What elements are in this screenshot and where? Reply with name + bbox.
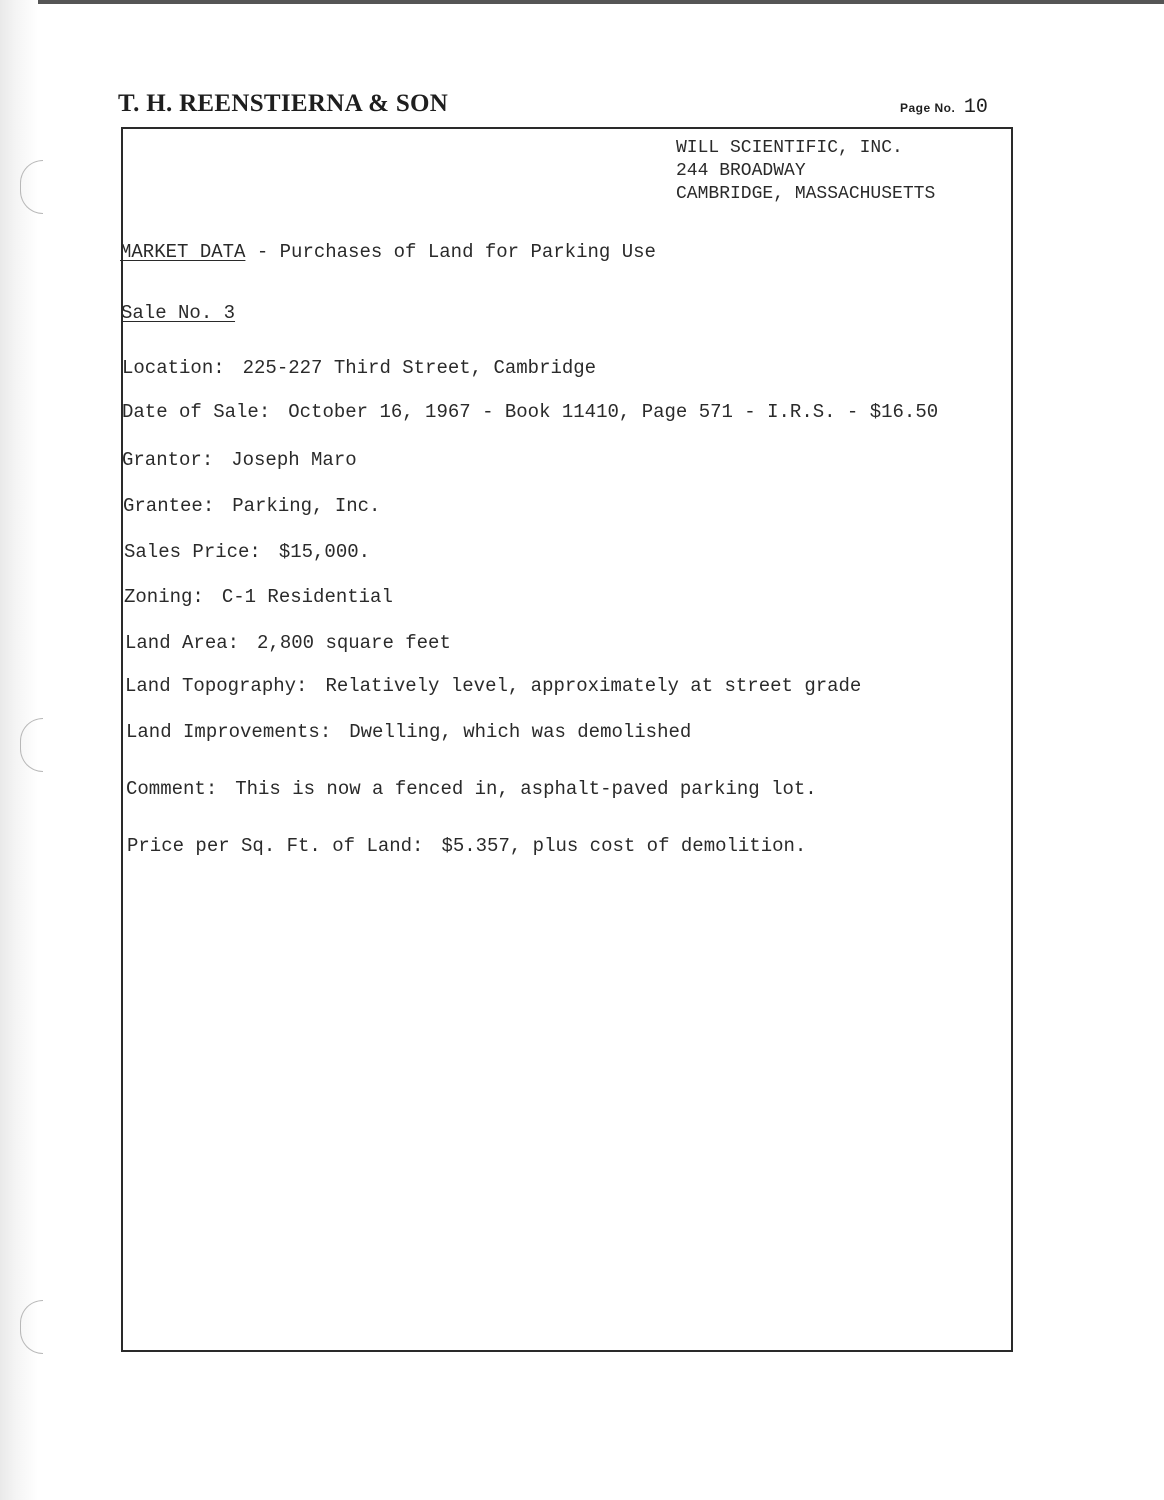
field-value: Dwelling, which was demolished — [349, 721, 692, 743]
field-value: $15,000. — [278, 541, 371, 563]
page-number: 10 — [963, 96, 988, 119]
field-value: $5.357, plus cost of demolition. — [441, 835, 807, 857]
field-label: Comment: — [126, 778, 218, 800]
field-value: C-1 Residential — [221, 586, 393, 608]
field-zoning — [124, 586, 393, 608]
field-value: Parking, Inc. — [232, 495, 381, 517]
field-land-topography — [125, 675, 861, 697]
scan-edge — [0, 0, 1164, 4]
field-value: This is now a fenced in, asphalt-paved parking lot. — [235, 778, 817, 800]
field-label: Land Improvements: — [126, 721, 332, 743]
heading-dash: - — [256, 241, 269, 263]
field-value: Relatively level, approximately at street grade — [325, 675, 862, 697]
address-line-street: 244 BROADWAY — [676, 161, 806, 181]
page-number-block — [900, 96, 988, 119]
field-label: Zoning: — [124, 586, 204, 608]
field-value: Joseph Maro — [231, 449, 357, 471]
market-data-heading — [120, 241, 656, 263]
address-line-city: CAMBRIDGE, MASSACHUSETTS — [676, 184, 936, 204]
firm-letterhead: T. H. REENSTIERNA & SON — [118, 90, 449, 117]
field-label: Location: — [122, 357, 225, 379]
sale-number-text: Sale No. 3 — [121, 302, 236, 324]
field-grantor — [122, 449, 357, 471]
field-grantee — [123, 495, 380, 517]
field-label: Grantee: — [123, 495, 215, 517]
field-label: Price per Sq. Ft. of Land: — [127, 835, 424, 857]
field-label: Date of Sale: — [122, 401, 271, 423]
sale-number — [121, 302, 235, 324]
market-data-title: Purchases of Land for Parking Use — [279, 241, 656, 263]
field-label: Grantor: — [122, 449, 214, 471]
field-land-improvements — [126, 721, 691, 743]
field-label: Land Topography: — [125, 675, 308, 697]
field-label: Sales Price: — [124, 541, 261, 563]
page-number-label: Page No. — [900, 101, 956, 115]
client-address — [676, 137, 935, 206]
market-data-label: MARKET DATA — [120, 241, 246, 263]
field-land-area — [125, 632, 451, 654]
field-sales-price — [124, 541, 370, 563]
field-price-per-sqft — [127, 835, 806, 857]
address-line-company: WILL SCIENTIFIC, INC. — [676, 138, 903, 158]
field-label: Land Area: — [125, 632, 240, 654]
field-value: 225-227 Third Street, Cambridge — [242, 357, 597, 379]
field-comment — [126, 778, 817, 800]
field-value: 2,800 square feet — [257, 632, 451, 654]
field-value: October 16, 1967 - Book 11410, Page 571 - I.R.S. - $16.50 — [288, 401, 939, 423]
field-location — [122, 357, 596, 379]
field-date-of-sale — [122, 401, 938, 423]
